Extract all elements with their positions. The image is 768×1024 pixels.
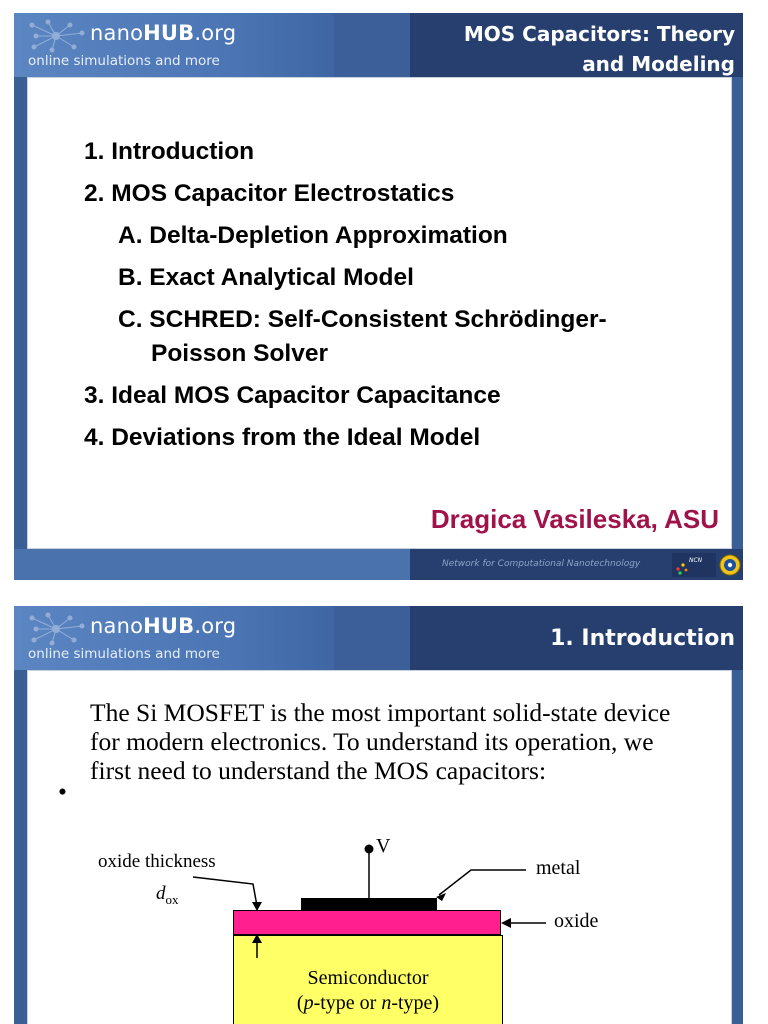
footer-text: Network for Computational Nanotechnology [442,559,641,569]
ncn-logo-icon [672,553,716,577]
slide-header [14,606,743,670]
toc-subitem: C. SCHRED: Self-Consistent Schrödinger- [118,306,607,333]
slide-header [14,13,743,77]
brand-bold: HUB [143,614,195,638]
toc-item: 1. Introduction [84,138,255,165]
slide-introduction [14,606,743,1024]
brand-logo [90,614,236,638]
toc-item: 3. Ideal MOS Capacitor Capacitance [84,382,501,409]
header-mid-band [334,606,410,670]
slide-title [14,13,743,580]
slide-content [27,670,732,1024]
brand-suffix: .org [194,21,237,45]
metal-label: metal [536,857,581,879]
nanohub-network-icon [26,612,92,646]
oxide-thickness-label: oxide thickness [98,851,216,872]
dox-symbol: d [156,883,166,904]
slide-footer [14,549,743,580]
brand-logo [90,21,236,45]
brand-prefix: nano [90,614,144,638]
footer-left-band [14,549,410,580]
brand-tagline: online simulations and more [28,53,220,69]
author-name: Dragica Vasileska, ASU [430,504,719,534]
title-line-2: and Modeling [582,52,735,76]
semiconductor-label: Semiconductor [307,967,429,989]
voltage-label: V [376,835,391,857]
toc-item: 4. Deviations from the Ideal Model [84,424,481,451]
oxide-label: oxide [554,910,599,932]
header-mid-band [334,13,410,77]
slide-title-text: 1. Introduction [550,626,735,651]
nanohub-network-icon [26,19,92,53]
toc-subitem: A. Delta-Depletion Approximation [118,222,508,249]
brand-bold: HUB [143,21,195,45]
ncn-logo-label: NCN [689,557,703,564]
semiconductor-type-label: (p-type or n-type) [296,992,440,1014]
slide-title-text [415,19,735,79]
bullet-marker: • [58,777,67,806]
nsf-seal-icon [718,552,742,578]
title-line-1: MOS Capacitors: Theory [463,22,735,46]
bullet-line: The Si MOSFET is the most important solid-state device [90,698,671,727]
brand-tagline: online simulations and more [28,646,220,662]
brand-suffix: .org [194,614,237,638]
dox-subscript: ox [165,891,179,907]
bullet-line: for modern electronics. To understand its operation, we [90,727,654,756]
toc-subitem-continued: Poisson Solver [151,340,329,367]
toc-item: 2. MOS Capacitor Electrostatics [84,180,455,207]
dox-label [156,883,179,908]
bullet-line: first need to understand the MOS capacitors: [90,756,547,785]
brand-prefix: nano [90,21,144,45]
slide-content [27,77,732,549]
toc-subitem: B. Exact Analytical Model [118,264,414,291]
